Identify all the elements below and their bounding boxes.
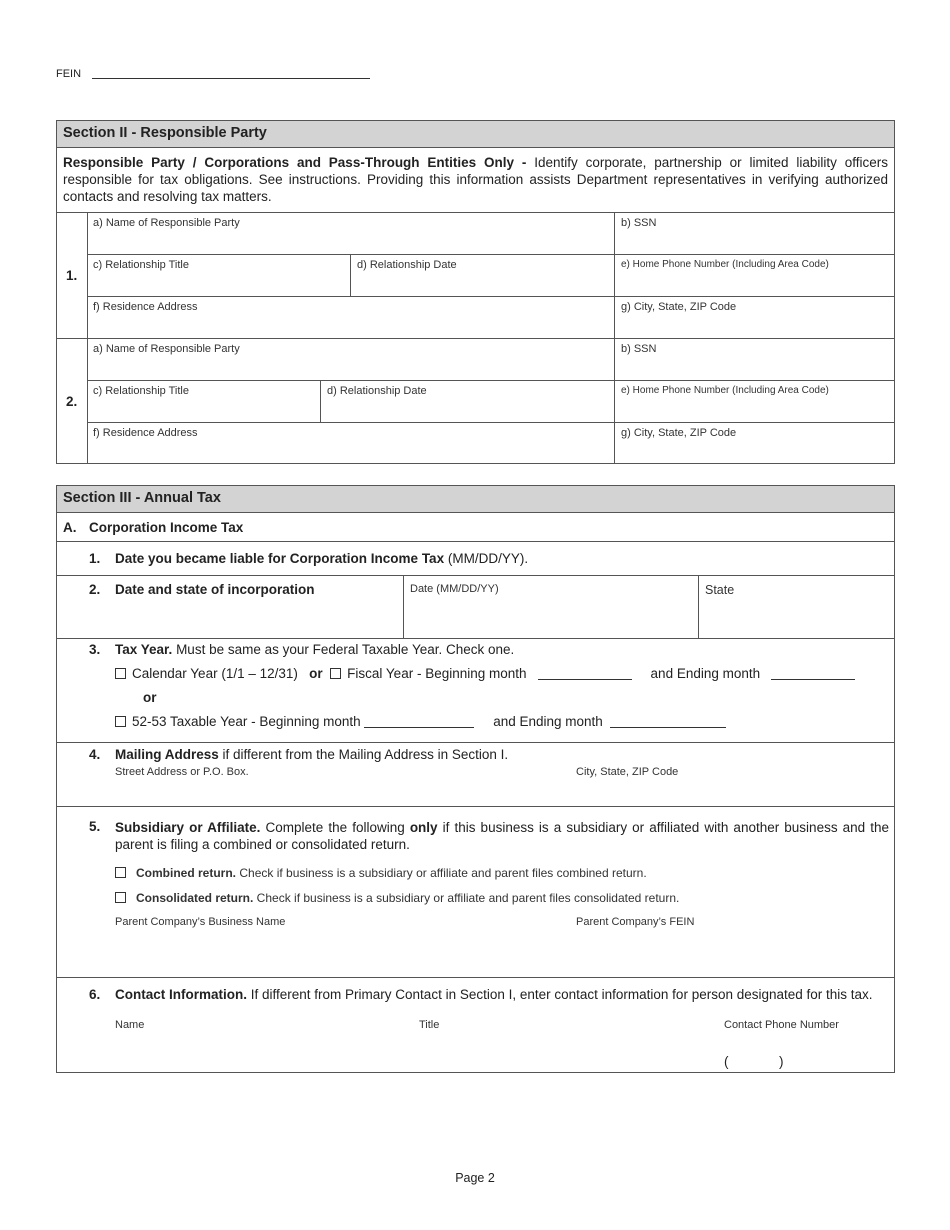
- q4-city-field[interactable]: City, State, ZIP Code: [576, 766, 679, 778]
- q2-state-field[interactable]: State: [705, 583, 735, 597]
- party-2-phone-field[interactable]: e) Home Phone Number (Including Area Code): [621, 385, 829, 396]
- consolidated-return-row: [115, 891, 679, 905]
- q1-text: [115, 551, 528, 566]
- q5-number: 5.: [89, 819, 101, 834]
- q3-rest: Must be same as your Federal Taxable Year. Check one.: [172, 642, 515, 657]
- q5-only: only: [409, 820, 438, 835]
- part-a-letter: A.: [63, 520, 77, 535]
- q4-number: 4.: [89, 747, 101, 762]
- q2-number: 2.: [89, 582, 101, 597]
- consolidated-return-bold: Consolidated return.: [136, 891, 254, 905]
- parent-business-name-field[interactable]: Parent Company’s Business Name: [115, 916, 286, 928]
- q6-text: [115, 987, 873, 1002]
- section-3-annual-tax: [56, 485, 895, 1073]
- party-1-ssn-field[interactable]: b) SSN: [621, 217, 657, 229]
- section-2-responsible-party: [56, 120, 895, 464]
- combined-return-checkbox[interactable]: [115, 867, 126, 878]
- party-2-title-field[interactable]: c) Relationship Title: [93, 385, 189, 397]
- page-number: Page 2: [455, 1171, 495, 1185]
- party-1-address-field[interactable]: f) Residence Address: [93, 301, 198, 313]
- q1-bold: Date you became liable for Corporation Income Tax: [115, 551, 445, 566]
- fein-input-line[interactable]: [92, 78, 370, 79]
- party-2-address-field[interactable]: f) Residence Address: [93, 427, 198, 439]
- consolidated-return-checkbox[interactable]: [115, 892, 126, 903]
- section-2-intro: [57, 148, 894, 211]
- contact-phone-field[interactable]: Contact Phone Number: [724, 1019, 839, 1031]
- party-1-phone-field[interactable]: e) Home Phone Number (Including Area Code): [621, 259, 829, 270]
- q6-number: 6.: [89, 987, 101, 1002]
- week-beginning-month-input[interactable]: [364, 716, 474, 728]
- parent-fein-field[interactable]: Parent Company’s FEIN: [576, 916, 695, 928]
- fiscal-ending-label: and Ending month: [650, 666, 761, 681]
- q3-or-2-text: or: [143, 690, 157, 705]
- q2-label: [115, 582, 315, 597]
- consolidated-return-text: Check if business is a subsidiary or affiliate and parent files consolidated return.: [253, 891, 680, 905]
- area-code-close-paren: ): [779, 1054, 784, 1069]
- party-1-number: 1.: [66, 268, 78, 283]
- q3-number: 3.: [89, 642, 101, 657]
- party-1-title-field[interactable]: c) Relationship Title: [93, 259, 189, 271]
- combined-return-row: [115, 866, 647, 880]
- 52-53-week-checkbox[interactable]: [115, 716, 126, 727]
- q3-or-1: or: [309, 666, 323, 681]
- week-ending-month-input[interactable]: [610, 716, 726, 728]
- fein-label: FEIN: [56, 68, 82, 80]
- calendar-year-checkbox[interactable]: [115, 668, 126, 679]
- party-1-name-field[interactable]: a) Name of Responsible Party: [93, 217, 240, 229]
- party-2-city-field[interactable]: g) City, State, ZIP Code: [621, 427, 737, 439]
- section-2-title: Section II - Responsible Party: [57, 121, 894, 148]
- q3-bold: Tax Year.: [115, 642, 173, 657]
- party-1-city-field[interactable]: g) City, State, ZIP Code: [621, 301, 737, 313]
- party-2-name-field[interactable]: a) Name of Responsible Party: [93, 343, 240, 355]
- q2-bold: Date and state of incorporation: [115, 582, 315, 597]
- contact-name-field[interactable]: Name: [115, 1019, 145, 1031]
- section-2-intro-text: Identify corporate, partnership or limited liability officers responsible for tax obligations. See instructions. Providing this information assists Department representatives in verifying authorized contacts and resolving tax matters.: [63, 155, 888, 204]
- q6-rest: If different from Primary Contact in Section I, enter contact information for person designated for this tax.: [247, 987, 873, 1002]
- q1-number: 1.: [89, 551, 101, 566]
- q2-date-field[interactable]: Date (MM/DD/YY): [410, 583, 499, 595]
- combined-return-bold: Combined return.: [136, 866, 237, 880]
- q3-line-2: [115, 714, 726, 729]
- area-code-open-paren: (: [724, 1054, 729, 1069]
- party-2-ssn-field[interactable]: b) SSN: [621, 343, 657, 355]
- q4-text: [115, 747, 508, 762]
- q5-text-a: Complete the following: [260, 820, 410, 835]
- fiscal-beginning-month-input[interactable]: [538, 668, 632, 680]
- q5-text-b: if this business is a subsidiary or affiliated with another business and the parent is filing a combined or consolidated return.: [115, 820, 890, 852]
- part-a-label: Corporation Income Tax: [89, 520, 244, 535]
- fiscal-ending-month-input[interactable]: [771, 668, 855, 680]
- q4-bold: Mailing Address: [115, 747, 219, 762]
- q5-bold: Subsidiary or Affiliate.: [115, 820, 261, 835]
- 52-53-week-label: 52-53 Taxable Year - Beginning month: [132, 714, 361, 729]
- contact-title-field[interactable]: Title: [419, 1019, 440, 1031]
- q1-rest: (MM/DD/YY).: [444, 551, 529, 566]
- section-3-title: Section III - Annual Tax: [57, 486, 894, 513]
- party-2-date-field[interactable]: d) Relationship Date: [327, 385, 427, 397]
- q4-rest: if different from the Mailing Address in Section I.: [218, 747, 509, 762]
- q3-text: [115, 642, 514, 657]
- q3-or-2: [143, 690, 157, 705]
- combined-return-text: Check if business is a subsidiary or affiliate and parent files combined return.: [236, 866, 647, 880]
- q5-text: [115, 819, 889, 853]
- calendar-year-label: Calendar Year (1/1 – 12/31): [132, 666, 298, 681]
- party-1-date-field[interactable]: d) Relationship Date: [357, 259, 457, 271]
- q6-bold: Contact Information.: [115, 987, 247, 1002]
- fiscal-year-checkbox[interactable]: [330, 668, 341, 679]
- party-2-number: 2.: [66, 394, 78, 409]
- section-2-intro-bold: Responsible Party / Corporations and Pass-Through Entities Only -: [63, 155, 527, 170]
- q3-line-1: [115, 666, 855, 681]
- q4-street-field[interactable]: Street Address or P.O. Box.: [115, 766, 249, 778]
- fiscal-year-label: Fiscal Year - Beginning month: [347, 666, 527, 681]
- week-ending-label: and Ending month: [493, 714, 603, 729]
